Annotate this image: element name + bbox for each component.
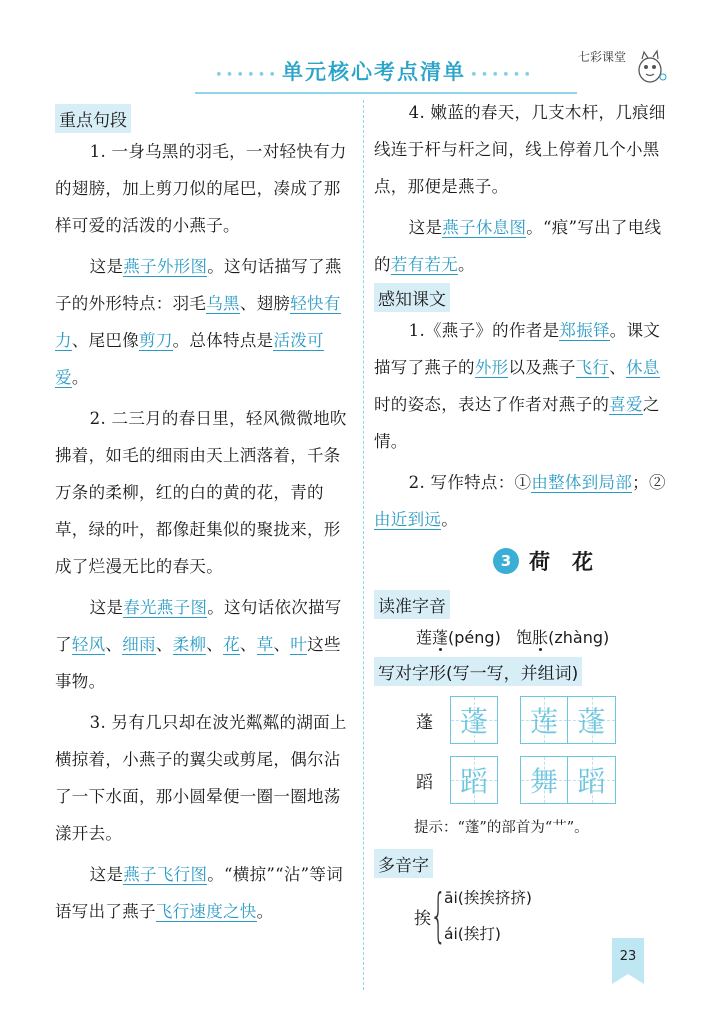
sentence-3: 3. 另有几只却在波光粼粼的湖面上横掠着，小燕子的翼尖或剪尾，偶尔沾了一下水面，那小圆晕便一圈一圈地荡漾开去。 [55, 713, 347, 843]
column-divider [363, 100, 364, 990]
sentence-2: 2. 二三月的春日里，轻风微微地吹拂着，如毛的细雨由天上洒落着，千条万条的柔柳，红的白的黄的花，青的草，绿的叶，都像赶集似的聚拢来，形成了烂漫无比的春天。 [55, 409, 347, 576]
answer-blank: 剪刀 [139, 331, 173, 350]
lesson-title: 荷花 [529, 550, 615, 574]
writing-cell: 蓬 [568, 696, 616, 744]
brace-icon: { [430, 881, 447, 949]
answer-blank: 燕子休息图 [442, 218, 527, 237]
mascot-icon [630, 46, 670, 86]
sentence-1: 1. 一身乌黑的羽毛，一对轻快有力的翅膀，加上剪刀似的尾巴，凑成了那样可爱的活泼的小燕子。 [55, 142, 347, 235]
reading-1: āi(挨挨挤挤) [444, 889, 532, 907]
answer-blank: 飞行速度之快 [155, 902, 257, 921]
analysis-2: 这是春光燕子图。这句话依次描写了轻风、细雨、柔柳、花、草、叶这些事物。 [55, 598, 342, 691]
answer-blank: 外形 [474, 358, 509, 377]
answer-blank: 喜爱 [609, 395, 643, 414]
answer-blank: 由近到远 [374, 510, 442, 529]
writing-cell: 蹈 [568, 756, 616, 804]
overview-1: 1.《燕子》的作者是郑振铎。课文描写了燕子的外形以及燕子飞行、休息时的姿态，表达了作者对燕子的喜爱之情。 [374, 321, 661, 451]
writing-cell: 舞 [520, 756, 568, 804]
answer-blank: 轻风 [71, 635, 106, 654]
writing-cell: 蹈 [450, 756, 498, 804]
left-column [55, 96, 355, 930]
brand-label: 七彩课堂 [578, 50, 627, 64]
page-number: 23 [619, 949, 637, 964]
answer-blank: 若有若无 [390, 255, 459, 274]
lesson-heading [434, 546, 674, 586]
section-pronunciation: 读准字音 [374, 590, 450, 619]
answer-blank: 休息 [626, 358, 660, 377]
polyphonic-char: 挨 [414, 909, 431, 929]
analysis-1: 这是燕子外形图。这句话描写了燕子的外形特点：羽毛乌黑、翅膀轻快有力、尾巴像剪刀。总体特点是活泼可爱。 [55, 257, 342, 387]
lesson-number: 3 [493, 548, 519, 574]
overview-2: 2. 写作特点：①由整体到局部；②由近到远。 [374, 473, 666, 529]
answer-blank: 叶 [290, 635, 308, 654]
analysis-3: 这是燕子飞行图。“横掠”“沾”等词语写出了燕子飞行速度之快。 [55, 865, 343, 921]
section-key-sentences: 重点句段 [55, 104, 131, 133]
radical-hint: 提示：“蓬”的部首为“艹”。 [414, 820, 589, 836]
char-grid-row [416, 694, 674, 746]
pronunciation-line: 莲蓬(péng) 饱胀(zhàng) [416, 628, 610, 647]
section-character-writing: 写对字形(写一写，并组词) [374, 657, 582, 686]
answer-blank: 燕子飞行图 [123, 865, 208, 884]
sentence-4: 4. 嫩蓝的春天，几支木杆，几痕细线连于杆与杆之间，线上停着几个小黑点，那便是燕子。 [374, 103, 666, 196]
header-dots-right: •••••• [470, 68, 535, 83]
answer-blank: 细雨 [122, 635, 156, 654]
answer-blank: 轻快有力 [55, 294, 341, 350]
grid-label: 蓬 [416, 712, 433, 733]
answer-blank: 草 [256, 635, 274, 654]
right-column [374, 96, 674, 964]
analysis-4: 这是燕子休息图。“痕”写出了电线的若有若无。 [374, 218, 662, 274]
answer-blank: 燕子外形图 [123, 257, 208, 276]
answer-blank: 郑振铎 [559, 321, 610, 340]
answer-blank: 花 [223, 635, 240, 654]
section-polyphonic: 多音字 [374, 849, 433, 878]
answer-blank: 柔柳 [172, 635, 207, 654]
header-title: 单元核心考点清单 [282, 60, 466, 84]
reading-2: ái(挨打) [444, 925, 501, 943]
header-dots-left: •••••• [215, 68, 280, 83]
char-grid-row [416, 754, 674, 806]
answer-blank: 由整体到局部 [531, 473, 633, 492]
writing-cell: 蓬 [450, 696, 498, 744]
page-number-tab [612, 938, 644, 984]
section-text-overview: 感知课文 [374, 283, 450, 312]
answer-blank: 飞行 [575, 358, 610, 377]
grid-label: 蹈 [416, 772, 433, 793]
writing-cell: 莲 [520, 696, 568, 744]
answer-blank: 春光燕子图 [123, 598, 208, 617]
answer-blank: 乌黑 [206, 294, 240, 313]
answer-blank: 活泼可爱 [55, 331, 324, 387]
